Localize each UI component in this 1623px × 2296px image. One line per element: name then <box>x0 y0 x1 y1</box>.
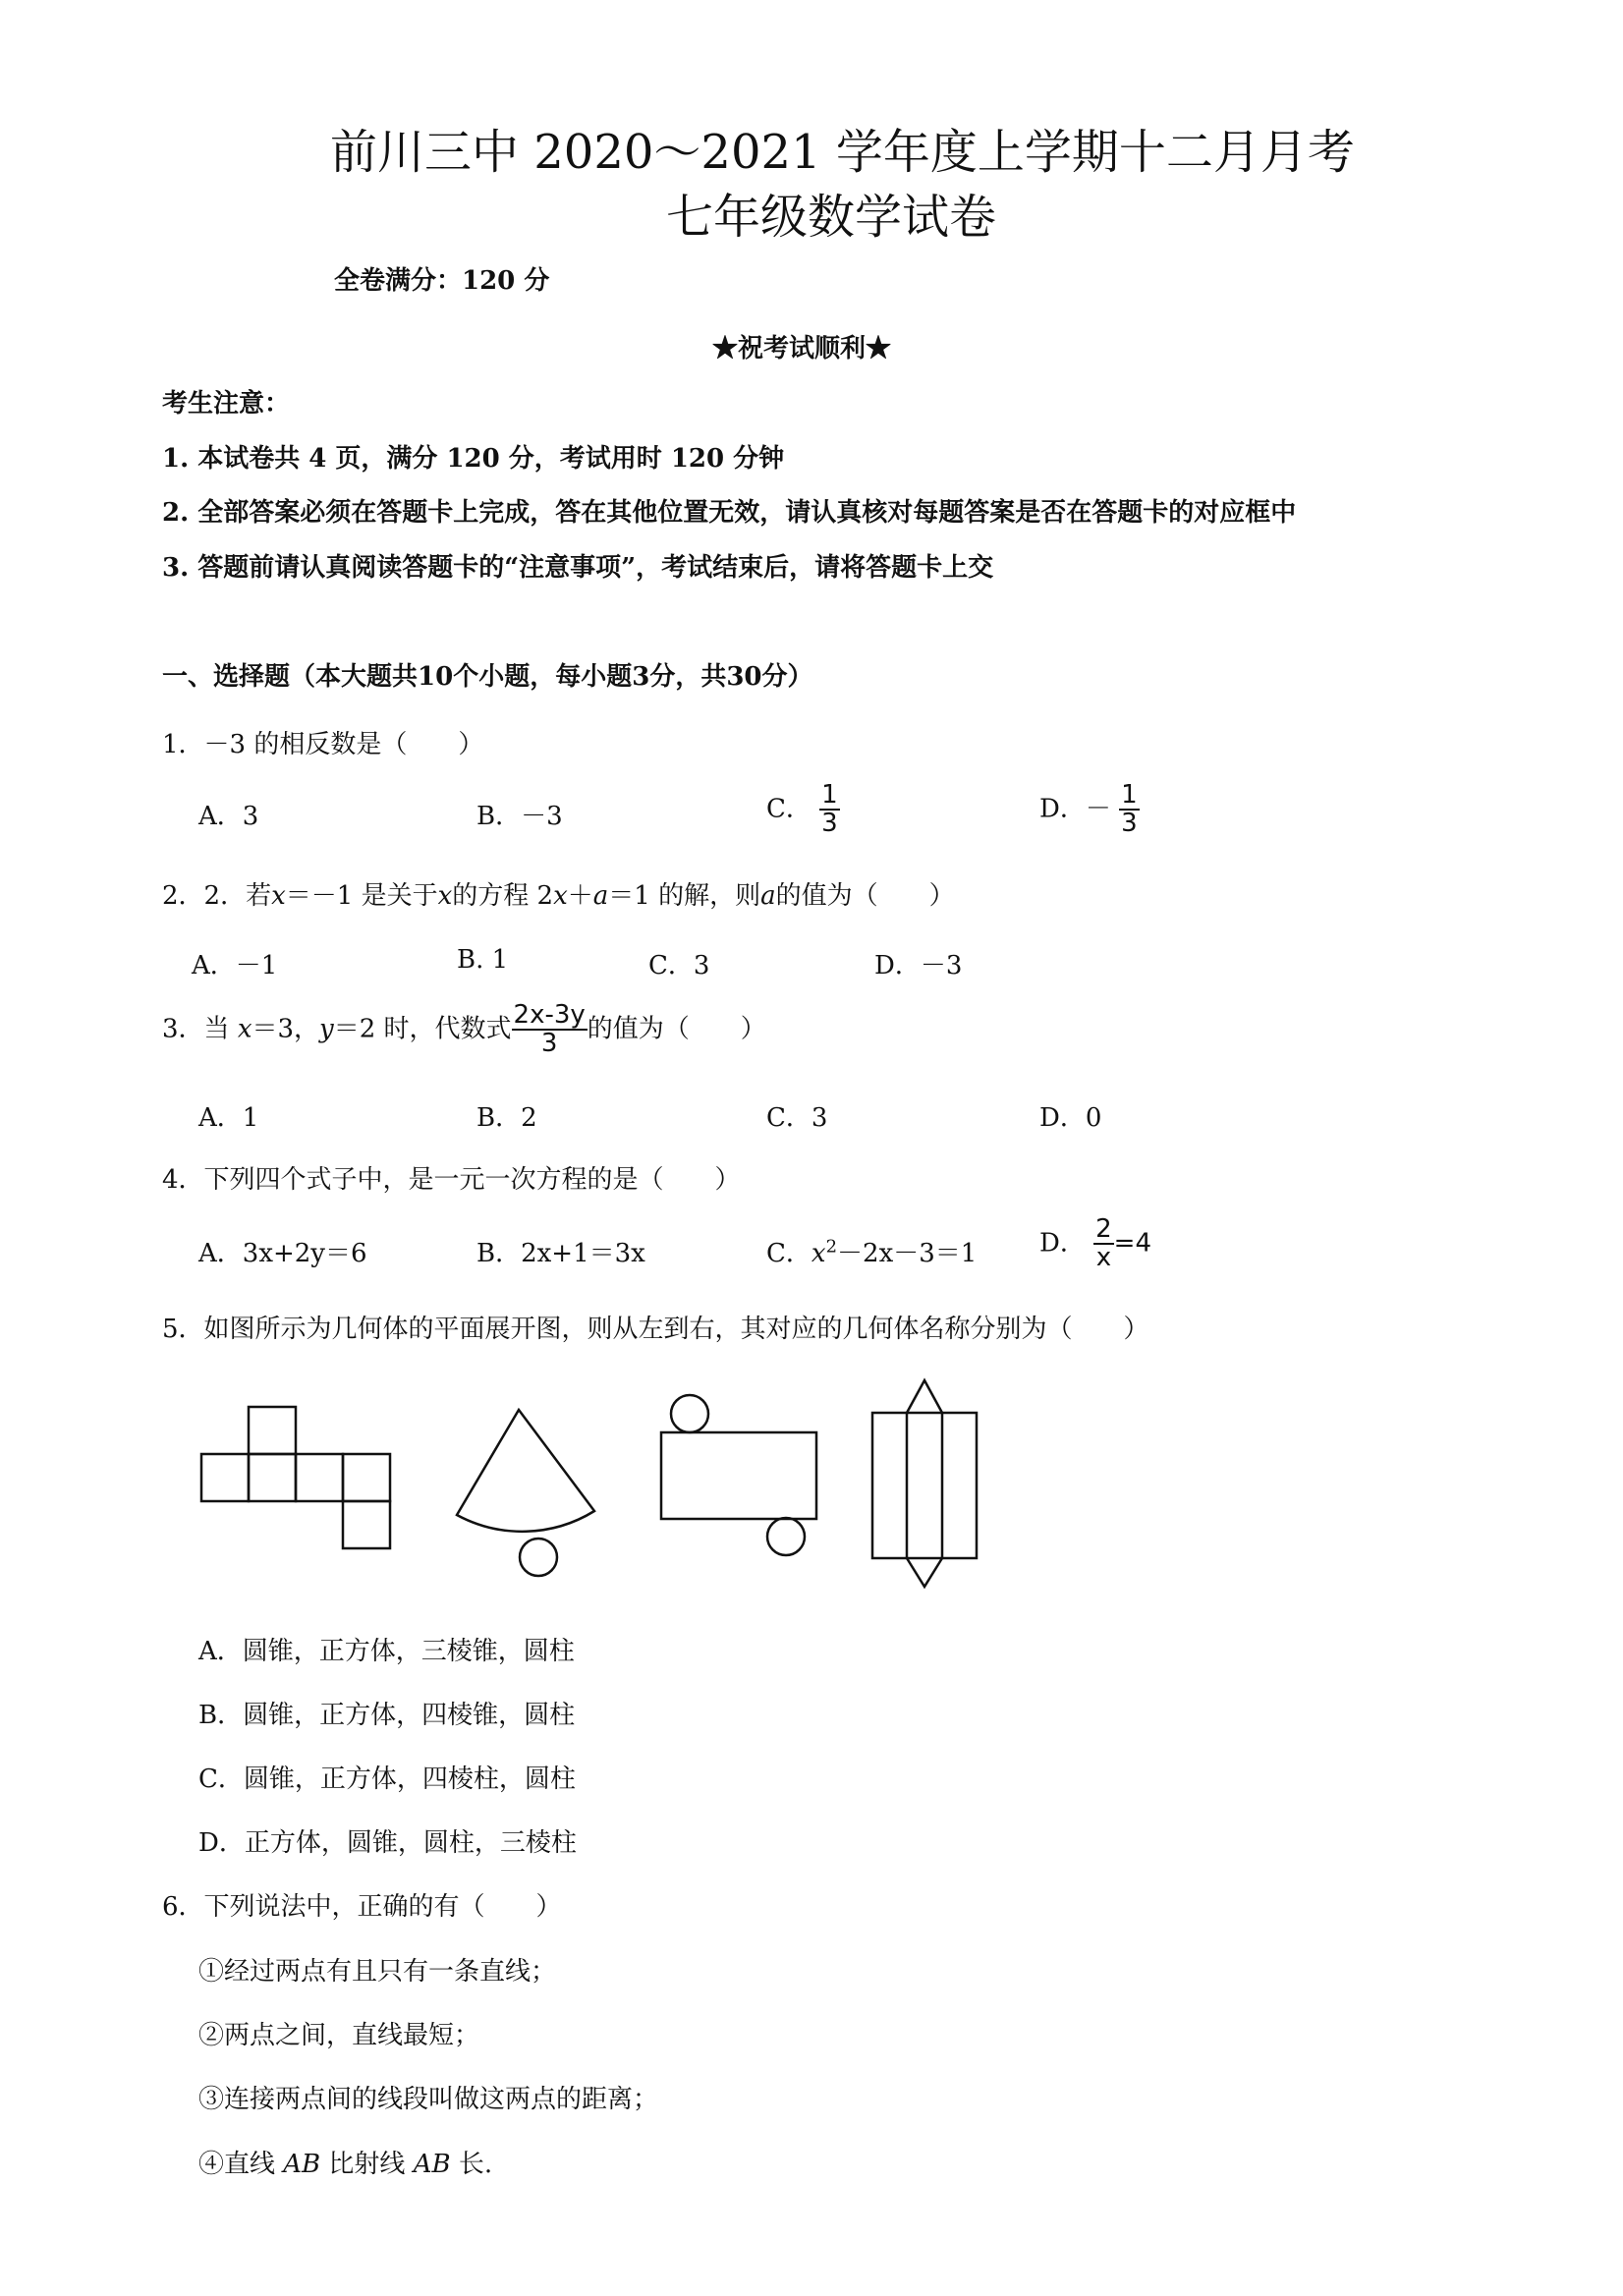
notice-item-1: 1. 本试卷共 4 页，满分 120 分，考试用时 120 分钟 <box>162 444 785 474</box>
q3-option-a: A．1 <box>198 1103 259 1133</box>
exam-subtitle: 七年级数学试卷 <box>666 190 997 245</box>
variable: y <box>319 1014 334 1044</box>
q2-option-d: D．－3 <box>874 951 963 980</box>
q5-option-c: C．圆锥，正方体，四棱柱，圆柱 <box>198 1764 576 1794</box>
q2-option-b: B. 1 <box>457 945 509 975</box>
section-title <box>162 656 813 693</box>
text: ＝1 的解，则 <box>608 881 761 911</box>
variable: x <box>437 881 453 911</box>
q4-option-c <box>766 1233 977 1269</box>
q3-option-c: C．3 <box>766 1103 828 1133</box>
cube-net <box>201 1407 390 1548</box>
numerator: 2 <box>1095 1214 1112 1244</box>
q3-option-d: D．0 <box>1039 1103 1102 1133</box>
numerator: 2x-3y <box>513 1000 586 1030</box>
text: 的值为（ ） <box>587 1014 766 1044</box>
numerator: 1 <box>1121 780 1138 810</box>
exam-title: 前川三中 2020～2021 学年度上学期十二月月考 <box>330 125 1355 180</box>
text: 的方程 2 <box>452 881 554 911</box>
denominator: 3 <box>821 809 838 839</box>
full-score: 全卷满分：120 分 <box>334 266 550 296</box>
fraction <box>512 1002 588 1058</box>
fraction <box>1119 782 1140 838</box>
text: ④直线 <box>198 2150 284 2179</box>
minus-sign: － <box>1085 794 1111 824</box>
text: 的值为（ ） <box>775 881 955 911</box>
nets-figure <box>192 1375 997 1596</box>
text: 2．2．若 <box>162 881 272 911</box>
q1-option-b: B．－3 <box>476 802 563 831</box>
q5-option-b: B．圆锥，正方体，四棱锥，圆柱 <box>198 1701 576 1730</box>
q6-statement-1: ①经过两点有且只有一条直线； <box>198 1957 557 1987</box>
variable: a <box>760 881 776 911</box>
text: =4 <box>1113 1228 1151 1259</box>
exponent: 2 <box>825 1236 838 1258</box>
q3-option-b: B．2 <box>476 1103 537 1133</box>
cone-net <box>457 1410 594 1576</box>
variable: x <box>237 1014 252 1044</box>
text: ＋ <box>567 881 593 911</box>
section-points-each: 3 <box>632 662 650 692</box>
section-title-part: 一、选择题（本大题共 <box>162 662 419 692</box>
option-label: C． <box>766 794 812 824</box>
text: ＝－1 是关于 <box>285 881 438 911</box>
text: －2x－3＝1 <box>837 1239 978 1268</box>
variable: x <box>271 881 286 911</box>
q3-stem <box>162 1002 766 1058</box>
q1-option-c <box>766 782 840 838</box>
q4-option-b: B．2x+1＝3x <box>476 1239 645 1268</box>
wish-line: ★祝考试顺利★ <box>712 334 892 364</box>
text: 比射线 <box>320 2150 414 2179</box>
section-title-part: 分） <box>761 662 813 692</box>
q1-option-d <box>1039 782 1140 838</box>
q6-statement-3: ③连接两点间的线段叫做这两点的距离； <box>198 2085 659 2114</box>
q1-stem: 1．－3 的相反数是（ ） <box>162 730 484 759</box>
variable: a <box>592 881 609 911</box>
q2-option-c: C．3 <box>648 951 710 980</box>
numerator: 1 <box>821 780 838 810</box>
text: 3．当 <box>162 1014 238 1044</box>
section-points-total: 30 <box>726 662 762 692</box>
cylinder-net <box>661 1395 816 1555</box>
q6-statement-4 <box>198 2144 492 2180</box>
fraction <box>819 782 840 838</box>
denominator: 3 <box>540 1029 558 1059</box>
section-title-part: 个小题，每小题 <box>453 662 633 692</box>
section-title-part: 分，共 <box>649 662 727 692</box>
text: ＝2 时，代数式 <box>333 1014 512 1044</box>
q4-stem: 4．下列四个式子中，是一元一次方程的是（ ） <box>162 1165 741 1195</box>
q4-option-d <box>1039 1216 1151 1272</box>
notice-item-3: 3. 答题前请认真阅读答题卡的“注意事项”，考试结束后，请将答题卡上交 <box>162 553 994 583</box>
q4-option-a: A．3x+2y＝6 <box>198 1239 367 1268</box>
q2-option-a: A．－1 <box>192 951 278 980</box>
q2-stem <box>162 875 955 912</box>
q6-stem: 6．下列说法中，正确的有（ ） <box>162 1892 562 1922</box>
variable: AB <box>283 2150 321 2179</box>
option-label: D． <box>1039 1228 1086 1259</box>
denominator: 3 <box>1121 809 1138 839</box>
variable: x <box>811 1239 826 1268</box>
notice-title: 考生注意： <box>162 389 291 419</box>
option-label: D． <box>1039 794 1086 824</box>
section-question-count: 10 <box>418 662 454 692</box>
denominator: x <box>1095 1243 1112 1273</box>
q5-option-d: D．正方体，圆锥，圆柱，三棱柱 <box>198 1828 577 1858</box>
option-label: C． <box>766 1239 812 1268</box>
text: ＝3， <box>252 1014 320 1044</box>
q1-option-a: A．3 <box>198 802 259 831</box>
q6-statement-2: ②两点之间，直线最短； <box>198 2021 480 2050</box>
q5-option-a: A．圆锥，正方体，三棱锥，圆柱 <box>198 1637 575 1666</box>
prism-net <box>872 1380 977 1587</box>
text: 长. <box>450 2150 493 2179</box>
variable: AB <box>413 2150 451 2179</box>
q5-stem: 5．如图所示为几何体的平面展开图，则从左到右，其对应的几何体名称分别为（ ） <box>162 1315 1149 1344</box>
fraction <box>1093 1216 1114 1272</box>
variable: x <box>553 881 568 911</box>
notice-item-2: 2. 全部答案必须在答题卡上完成，答在其他位置无效，请认真核对每题答案是否在答题卡的对应框中 <box>162 498 1297 528</box>
